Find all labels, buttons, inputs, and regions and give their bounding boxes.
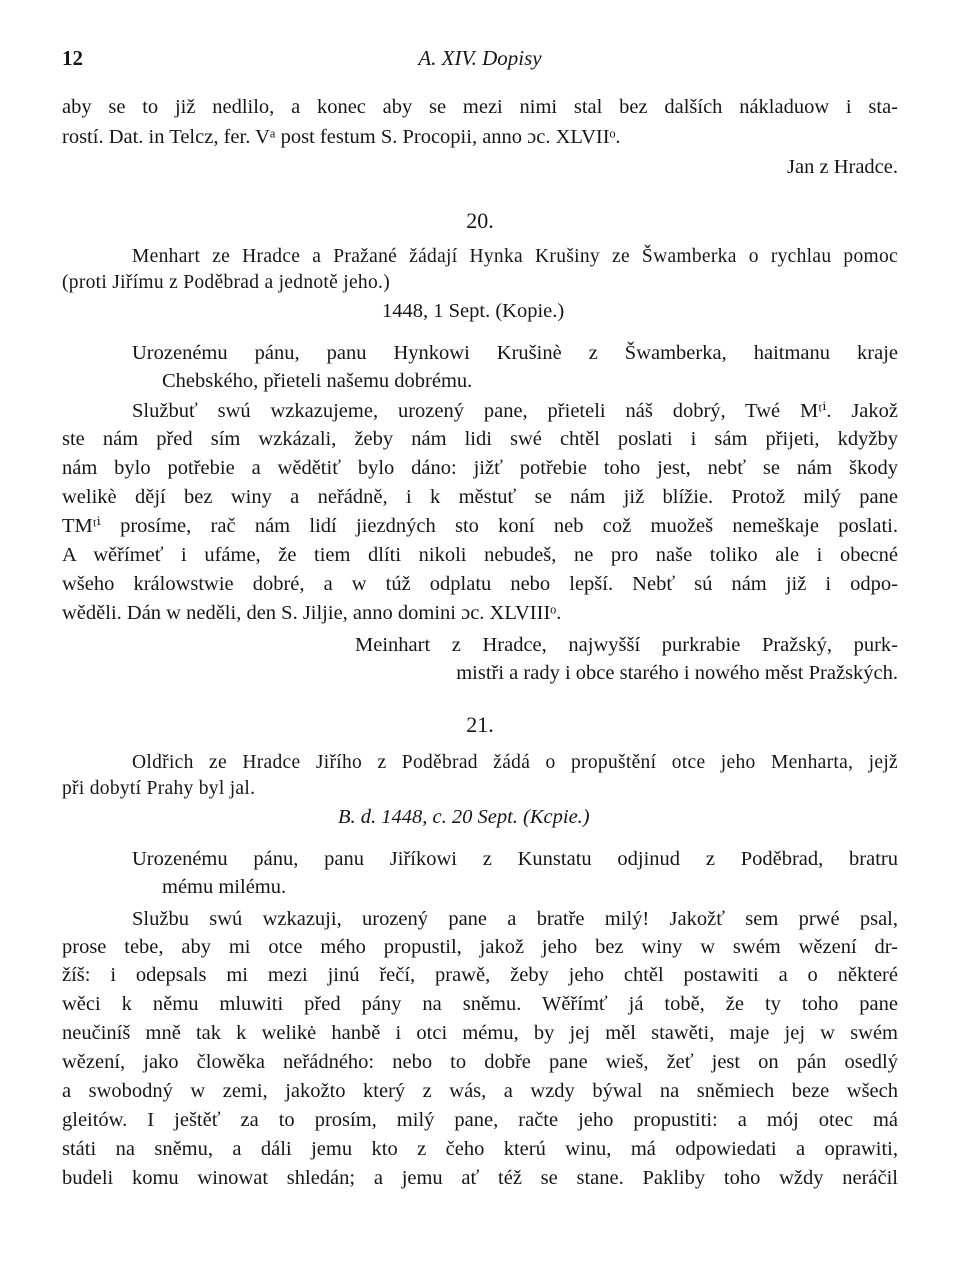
body-line: nám bylo potřebie a wědětiť bylo dáno: jižť potřebie toho jest, nebť se nám škody [62,457,898,479]
body-line: budeli komu winowat shledán; a jemu ať též se stane. Pakliby toho wždy neráčil [62,1167,898,1189]
summary-line: Menhart ze Hradce a Pražané žádají Hynka Krušiny ze Šwamberka o rychlau pomoc [132,246,898,267]
body-line: wězení, jako člowěka neřádného: nebo to dobře pane wieš, žeť jest on pán osedlý [62,1051,898,1073]
letter-number: 20. [466,208,494,233]
address-line: Urozenému pánu, panu Hynkowi Krušinè z Šwamberka, haitmanu kraje [132,342,898,364]
signature-line: mistři a rady i obce starého i nowého měst Pražských. [456,662,898,684]
letter-number: 21. [466,712,494,737]
body-line: ste nám před sím wzkázali, žeby nám lidi swé chtěl poslati i sám přijeti, kdyžby [62,428,898,450]
summary-line: Oldřich ze Hradce Jiřího z Poděbrad žádá o propuštění otce jeho Menharta, jejž [132,752,898,773]
summary-line: (proti Jiřímu z Poděbrad a jednotě jeho.) [62,272,391,293]
body-line: welikè dějí bez winy a neřádně, i k městuť se nám již blížie. Protož milý pane [62,486,898,508]
body-line: Službu swú wzkazuji, urozený pane a bratře milý! Jakožť sem prwé psal, [132,908,898,930]
letter-date: 1448, 1 Sept. (Kopie.) [382,300,565,322]
intro-line: rostí. Dat. in Telcz, fer. Vᵃ post festum S. Procopii, anno ɔc. XLVIIᵒ. [62,126,621,148]
body-line: wěci k němu mluwiti před pány na sněmu. Wěřímť já tobě, že ty toho pane [62,993,898,1015]
body-line: gleitów. I ještěť za to prosím, milý pane, račte jeho propustiti: a mój otec má [62,1109,898,1131]
body-line: TMᵗⁱ prosíme, rač nám lidí jiezdných sto koní neb což muožeš nemeškaje poslati. [62,515,898,537]
body-line: wšeho králowstwie dobré, a w túž odplatu nebo lepší. Nebť sú nám již i odpo- [62,573,898,595]
letter-date: B. d. 1448, c. 20 Sept. (Kcpie.) [338,806,590,828]
body-line: neučiníš mně tak k welikė hanbě i otci mému, by jej měl stawěti, maje jej w swém [62,1022,898,1044]
intro-signature: Jan z Hradce. [787,156,898,178]
intro-line: aby se to již nedlilo, a konec aby se mezi nimi stal bez dalších nákladuow i sta- [62,96,898,118]
body-line: žíš: i odepsals mi mezi jinú řečí, prawě, žeby jeho chtěl postawiti a o některé [62,964,898,986]
body-line: A wěřímeť i ufáme, že tiem dlíti nikoli nebudeš, ne pro naše toliko ale i obecné [62,544,898,566]
address-line: mému milému. [162,876,287,898]
body-line: prose tebe, aby mi otce mého propustil, jakož jeho bez winy w swém wězení dr- [62,936,898,958]
page-number: 12 [62,46,83,70]
body-line: Službuť swú wzkazujeme, urozený pane, přieteli náš dobrý, Twé Mᵗⁱ. Jakož [132,400,898,422]
address-line: Chebského, přieteli našemu dobrému. [162,370,473,392]
address-line: Urozenému pánu, panu Jiříkowi z Kunstatu odjinud z Poděbrad, bratru [132,848,898,870]
body-line: a swobodný w zemi, jakožto který z wás, a wzdy býwal na sněmiech beze wšech [62,1080,898,1102]
running-title: A. XIV. Dopisy [418,46,542,70]
signature-line: Meinhart z Hradce, najwyšší purkrabie Pražský, purk- [355,634,898,656]
body-line: státi na sněmu, a dáli jemu kto z čeho kterú winu, má odpowiedati a oprawiti, [62,1138,898,1160]
body-line: wěděli. Dán w neděli, den S. Jiljie, anno domini ɔc. XLVIIIᵒ. [62,602,562,624]
summary-line: při dobytí Prahy byl jal. [62,778,256,799]
